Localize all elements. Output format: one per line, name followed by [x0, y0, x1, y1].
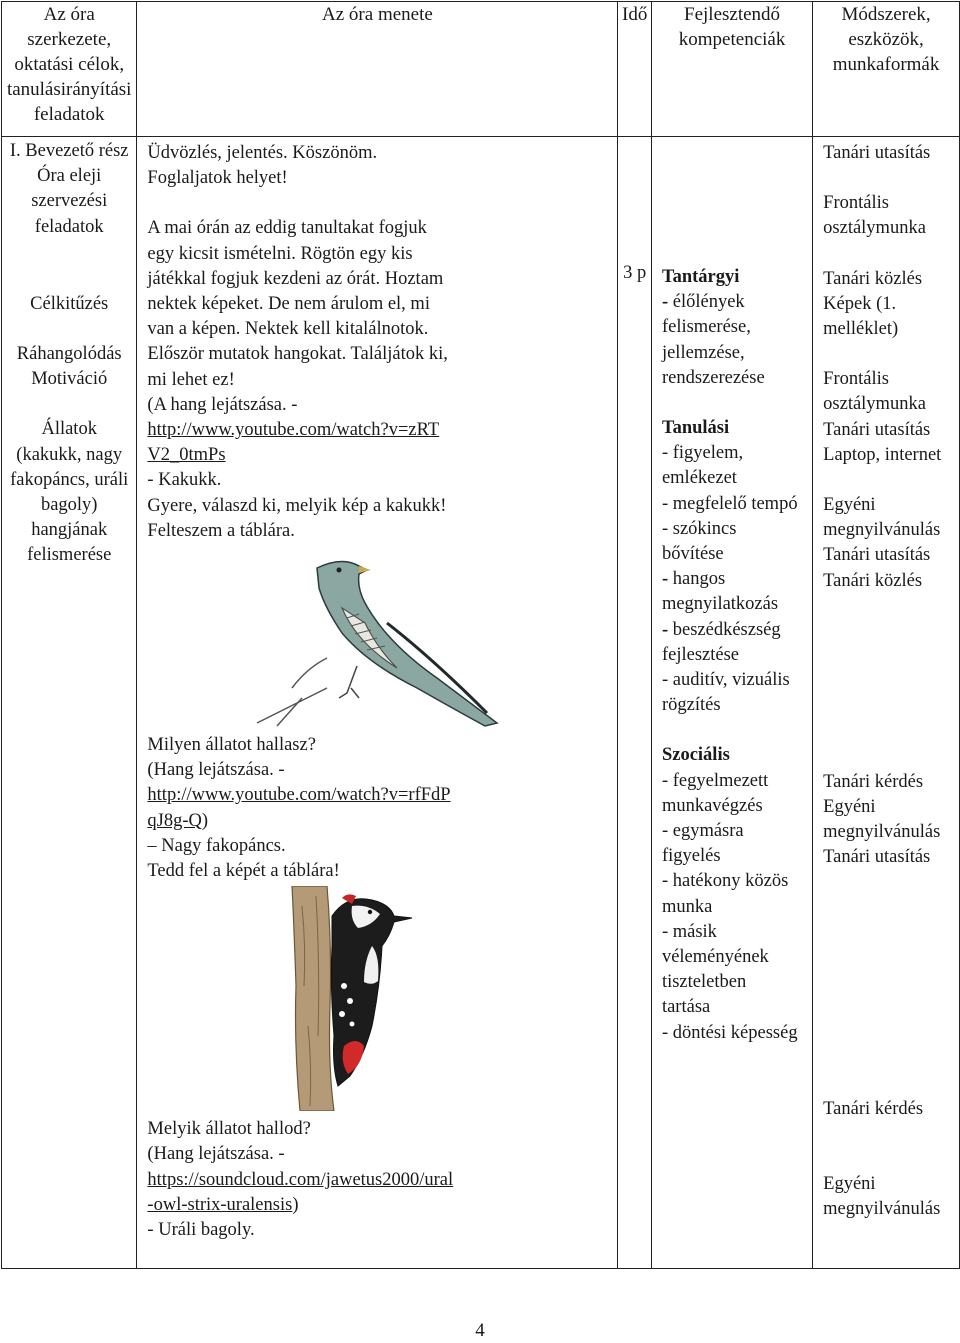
- course-text: (A hang lejátszása. -: [147, 394, 298, 415]
- competence-item: megnyilatkozás: [661, 594, 779, 615]
- competence-item: bővítése: [661, 544, 724, 565]
- competence-item: rendszerezése: [661, 367, 765, 388]
- soundcloud-link-owl[interactable]: https://soundcloud.com/jawetus2000/ural: [147, 1169, 454, 1190]
- method-item: Tanári kérdés: [823, 1098, 924, 1119]
- course-text: Melyik állatot hallod?: [147, 1119, 311, 1140]
- header-structure-line: szerkezete,: [27, 29, 112, 50]
- competence-item: - egymásra: [661, 821, 744, 842]
- method-item: Tanári utasítás: [823, 847, 931, 868]
- header-competences-line: kompetenciák: [678, 29, 786, 50]
- competence-item: felismerése,: [661, 317, 751, 338]
- course-text: egy kicsit ismételni. Rögtön egy kis: [147, 243, 413, 264]
- part1-line: szervezési: [31, 191, 108, 212]
- competence-item: - figyelem,: [661, 443, 744, 464]
- competence-item: - megfelelő tempó: [661, 493, 798, 514]
- animals-line: felismerése: [27, 545, 112, 566]
- method-item: megnyilvánulás: [823, 1199, 941, 1220]
- goals-label: Célkitűzés: [30, 293, 109, 314]
- method-item: Tanári közlés: [823, 570, 923, 591]
- competence-item: figyelés: [661, 846, 721, 867]
- method-item: Egyéni: [823, 1173, 876, 1194]
- table-body-row: [2, 137, 960, 1269]
- youtube-link-cuckoo[interactable]: http://www.youtube.com/watch?v=zRT: [147, 420, 440, 441]
- youtube-link-cuckoo[interactable]: V2_0tmPs: [147, 445, 226, 466]
- header-methods-line: Módszerek,: [841, 4, 931, 25]
- animals-line: hangjának: [31, 520, 108, 541]
- method-item: Frontális: [823, 193, 889, 214]
- competence-item: munkavégzés: [661, 795, 763, 816]
- competences-cell: Tantárgyi - élőlények felismerése, jellemzése, rendszerezése Tanulási - figyelem, emlékezet - megfelelő tempó - szókincs bővítése - hangos megnyilatkozás - beszédkészség fejlesztése - auditív, vizuális rögzítés Szociális - fegyelmezett munkavégzés - egymásra figyelés - hatékony közös munka - másik véleményének tiszteletben tartása - döntési képesség: [651, 137, 812, 1269]
- competence-item: - szókincs: [661, 518, 737, 539]
- course-text: Üdvözlés, jelentés. Köszönöm.: [147, 143, 378, 163]
- competence-item: emlékezet: [661, 468, 737, 489]
- course-text: játékkal fogjuk kezdeni az órát. Hoztam: [147, 268, 444, 289]
- header-methods-line: eszközök,: [848, 29, 924, 50]
- soundcloud-link-owl[interactable]: -owl-strix-uralensis: [147, 1194, 293, 1215]
- method-item: megnyilvánulás: [823, 822, 941, 843]
- header-competences: [651, 2, 812, 137]
- methods-cell: [813, 137, 960, 1269]
- part1-line: I. Bevezető rész: [9, 141, 129, 161]
- competence-item: hangos: [672, 569, 726, 590]
- header-structure-line: tanulásirányítási: [6, 79, 132, 100]
- method-item: megnyilvánulás: [823, 520, 941, 541]
- cuckoo-illustration: [247, 548, 607, 733]
- method-item: Tanári utasítás: [823, 419, 931, 440]
- competence-item: tartása: [661, 997, 711, 1018]
- link-tail: ): [201, 810, 209, 831]
- method-item: osztálymunka: [823, 394, 926, 415]
- course-text: mi lehet ez!: [147, 369, 235, 390]
- course-text: van a képen. Nektek kell kitalálnotok.: [147, 319, 429, 340]
- animals-line: Állatok: [41, 419, 97, 440]
- header-competences-line: Fejlesztendő: [684, 4, 781, 25]
- method-item: osztálymunka: [823, 218, 926, 239]
- header-methods: [813, 2, 960, 137]
- animals-line: (kakukk, nagy: [16, 444, 123, 465]
- header-structure-line: Az óra: [43, 4, 95, 25]
- lesson-plan-table: [1, 1, 960, 1269]
- page-number: 4: [475, 1320, 485, 1341]
- course-text: (Hang lejátszása. -: [147, 760, 285, 781]
- header-structure: [2, 2, 137, 137]
- method-item: Frontális: [823, 369, 889, 390]
- part1-line: feladatok: [34, 216, 104, 237]
- learning-competence-title: Tanulási: [661, 418, 730, 439]
- course-text: (Hang lejátszása. -: [147, 1144, 285, 1165]
- method-item: Laptop, internet: [823, 444, 942, 465]
- warmup-line: Ráhangolódás: [16, 344, 122, 365]
- header-time: Idő: [618, 2, 652, 137]
- header-methods-line: munkaformák: [832, 54, 940, 75]
- course-text: nektek képeket. De nem árulom el, mi: [147, 294, 430, 315]
- course-text: Tedd fel a képét a táblára!: [147, 861, 340, 882]
- time-value: 3 p: [623, 263, 647, 283]
- competence-item: fejlesztése: [661, 644, 739, 665]
- method-item: melléklet): [823, 319, 899, 340]
- competence-item: tiszteletben: [661, 972, 747, 993]
- method-item: Tanári utasítás: [823, 545, 931, 566]
- competence-item: - fegyelmezett: [661, 770, 769, 791]
- competence-item: - döntési képesség: [661, 1022, 798, 1043]
- course-text: - Uráli bagoly.: [147, 1220, 255, 1241]
- subject-competence-title: Tantárgyi: [661, 267, 740, 287]
- method-item: Képek (1.: [823, 293, 897, 314]
- course-text: - Kakukk.: [147, 470, 222, 491]
- youtube-link-woodpecker[interactable]: http://www.youtube.com/watch?v=rfFdP: [147, 785, 451, 806]
- animals-line: fakopáncs, uráli: [10, 469, 129, 490]
- course-text: Foglaljatok helyet!: [147, 168, 288, 189]
- competence-item: véleményének: [661, 947, 769, 968]
- method-item: Tanári kérdés: [823, 771, 924, 792]
- social-competence-title: Szociális: [661, 745, 730, 766]
- course-text: Először mutatok hangokat. Találjátok ki,: [147, 344, 448, 365]
- header-structure-line: oktatási célok,: [14, 54, 125, 75]
- competence-item: munka: [661, 896, 713, 917]
- link-tail: ): [292, 1194, 299, 1215]
- course-text: A mai órán az eddig tanultakat fogjuk: [147, 218, 427, 239]
- part1-line: Óra eleji: [37, 166, 102, 187]
- structure-cell: [2, 137, 137, 1269]
- course-text: – Nagy fakopáncs.: [147, 835, 286, 856]
- competence-item: jellemzése,: [661, 342, 745, 363]
- header-course: Az óra menete: [137, 2, 618, 137]
- method-item: Tanári utasítás: [823, 143, 931, 163]
- time-cell: [618, 137, 652, 1269]
- competence-item: beszédkészség: [672, 619, 781, 640]
- competence-item: élőlények: [672, 292, 745, 313]
- warmup-line: Motiváció: [31, 369, 108, 390]
- competence-item: - másik: [661, 921, 717, 942]
- table-header-row: [2, 2, 960, 137]
- header-structure-line: feladatok: [33, 104, 105, 125]
- youtube-link-woodpecker[interactable]: qJ8g-Q: [147, 810, 202, 831]
- course-text: Milyen állatot hallasz?: [147, 735, 316, 756]
- competence-item: - hatékony közös: [661, 871, 789, 892]
- course-cell: [137, 137, 618, 1269]
- method-item: Tanári közlés: [823, 268, 923, 289]
- competence-item: rögzítés: [661, 695, 721, 716]
- method-item: Egyéni: [823, 495, 876, 516]
- method-item: Egyéni: [823, 797, 876, 818]
- course-text: Felteszem a táblára.: [147, 520, 295, 541]
- competence-item: - auditív, vizuális: [661, 670, 790, 691]
- course-text: Gyere, válaszd ki, melyik kép a kakukk!: [147, 495, 447, 516]
- woodpecker-illustration: [272, 886, 472, 1111]
- animals-line: bagoly): [40, 495, 98, 516]
